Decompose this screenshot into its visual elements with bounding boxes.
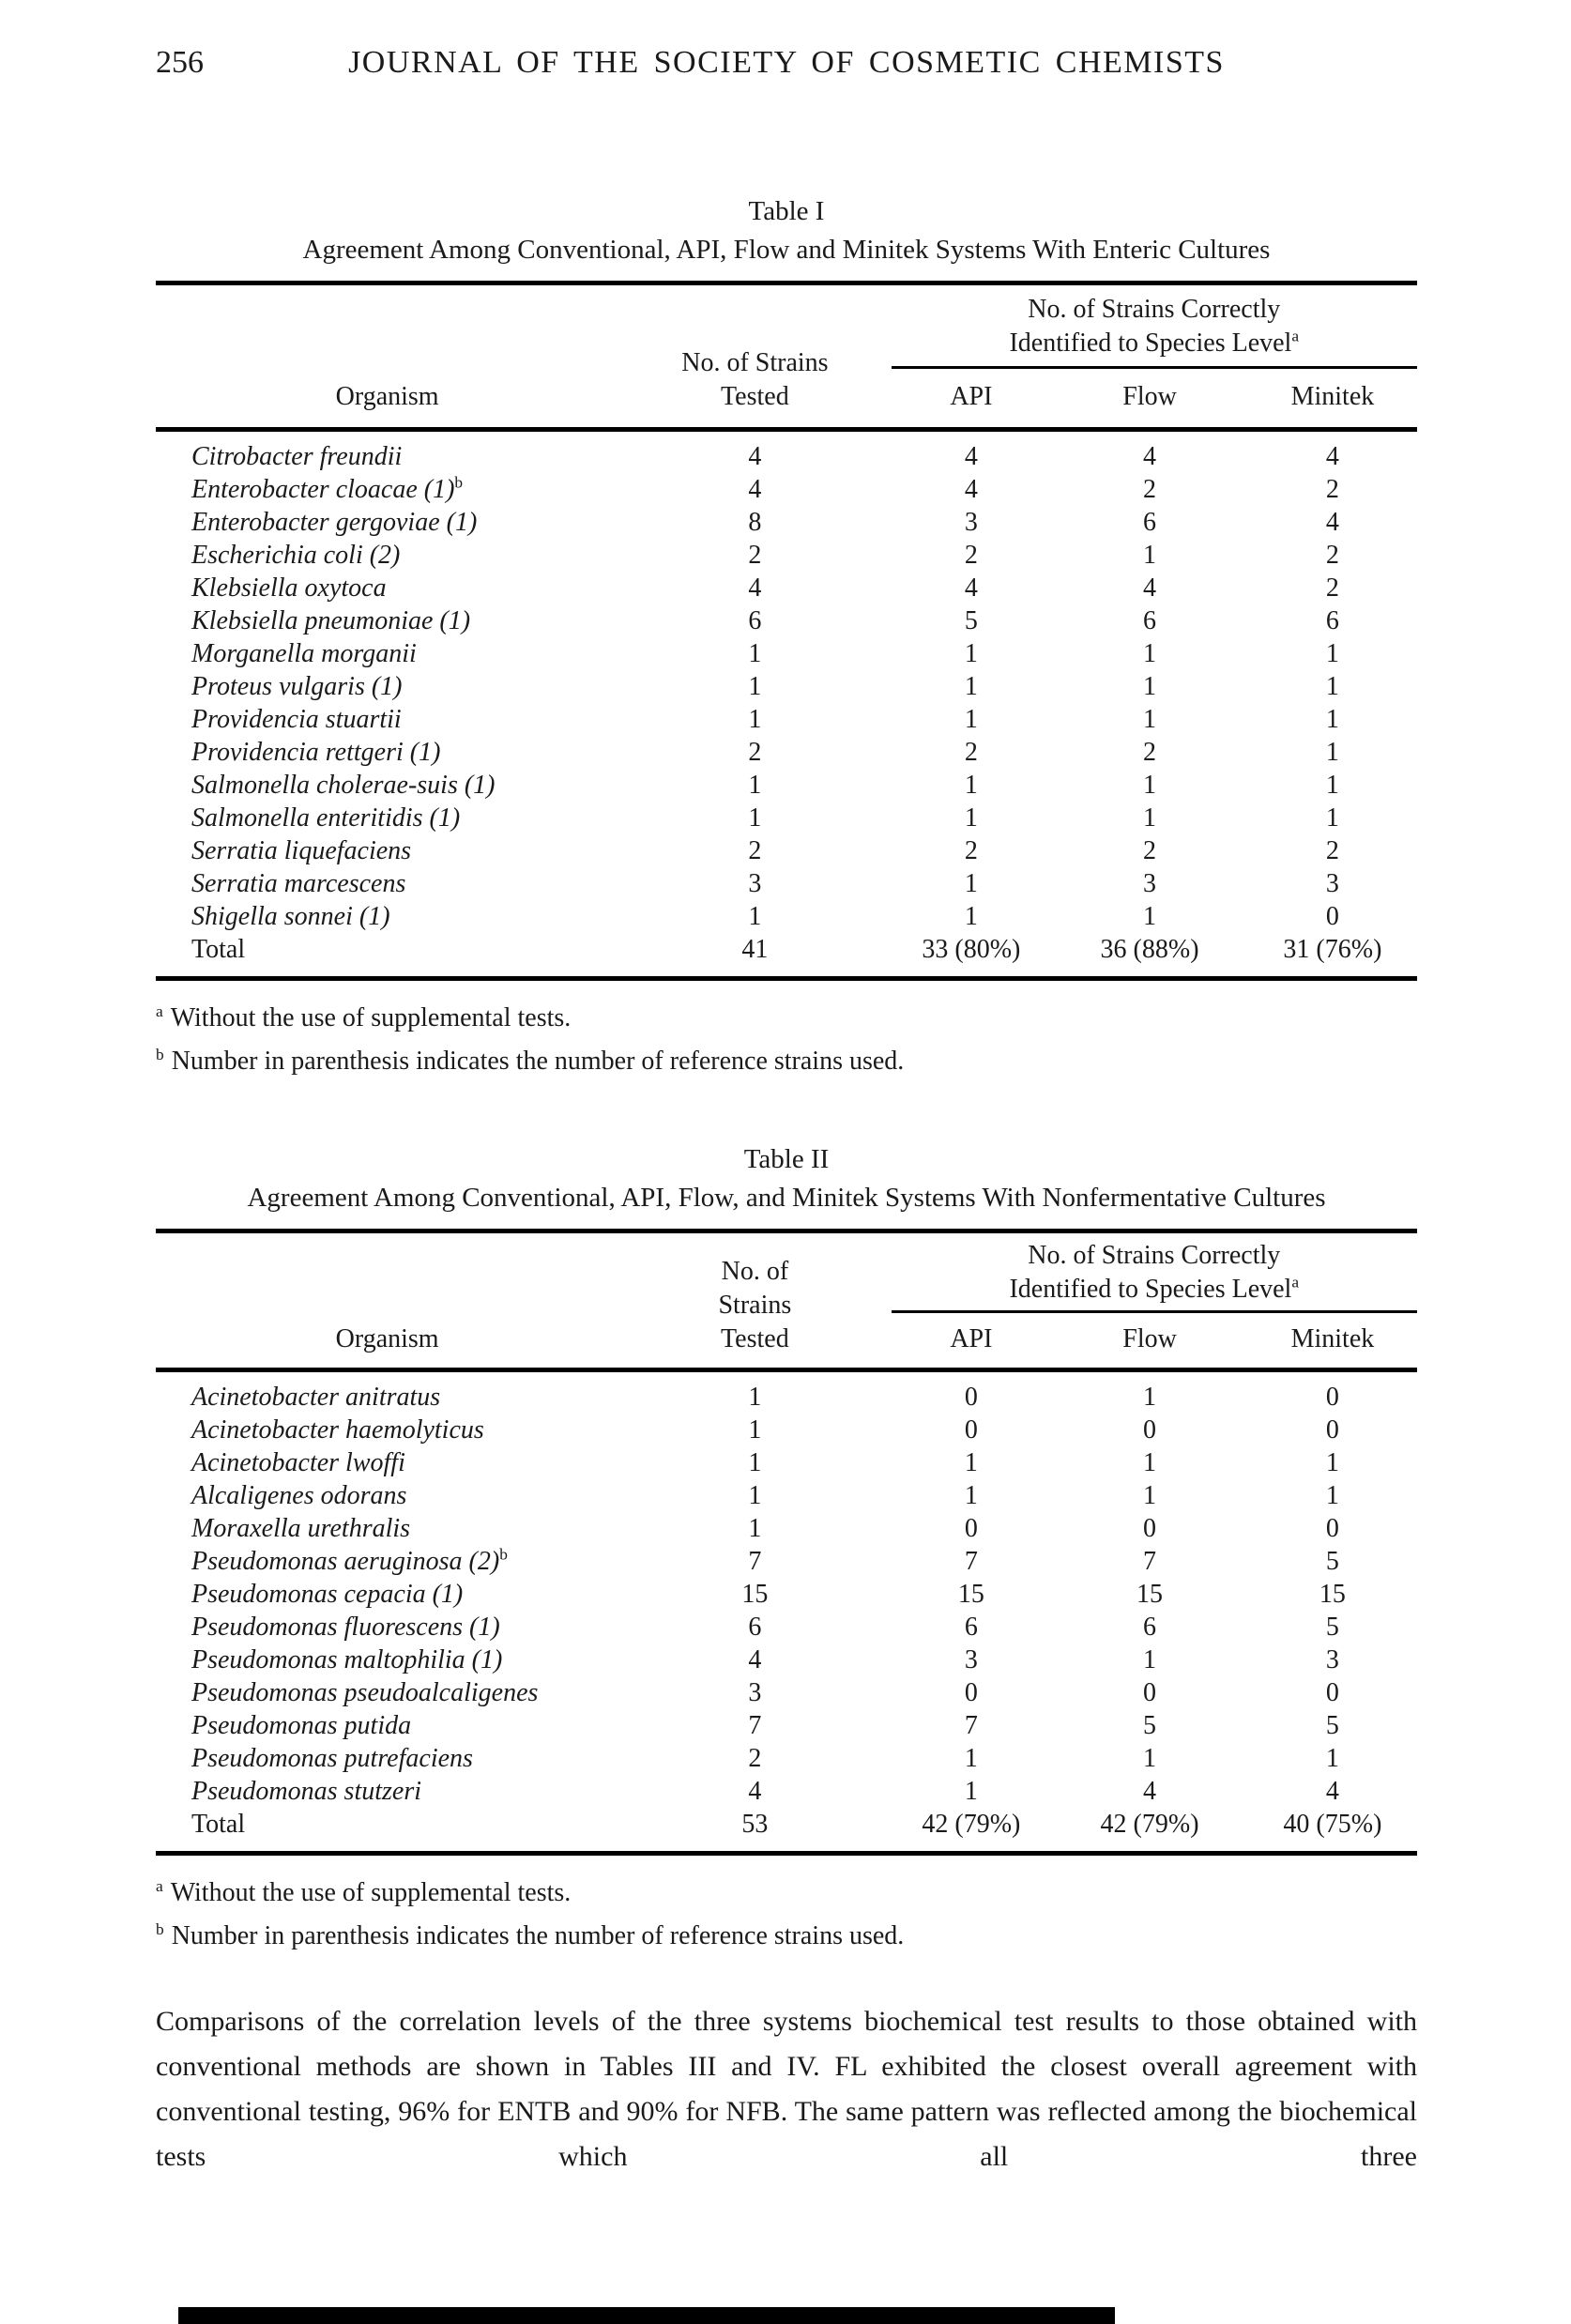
strains-tested-cell: 1 — [748, 672, 762, 701]
table-row — [156, 473, 1417, 506]
minitek-cell: 0 — [1325, 1415, 1339, 1445]
organism-cell: Escherichia coli (2) — [191, 541, 401, 570]
table-row — [156, 604, 1417, 637]
table-row — [156, 539, 1417, 572]
strains-tested-cell: 15 — [741, 1580, 769, 1609]
strains-tested-cell: 2 — [748, 1744, 762, 1773]
flow-cell: 6 — [1143, 1613, 1157, 1642]
column-header-api: API — [950, 1324, 993, 1353]
organism-cell: Acinetobacter haemolyticus — [191, 1415, 484, 1445]
strains-tested-cell: 8 — [748, 508, 762, 537]
table-row — [156, 1512, 1417, 1545]
strains-tested-cell: 2 — [748, 836, 762, 865]
strains-tested-cell: 1 — [748, 1383, 762, 1412]
organism-cell: Pseudomonas putrefaciens — [191, 1744, 473, 1773]
minitek-cell: 4 — [1325, 1777, 1339, 1806]
api-cell: 1 — [964, 771, 978, 800]
api-cell: 15 — [957, 1580, 984, 1609]
organism-cell: Pseudomonas fluorescens (1) — [191, 1613, 500, 1642]
journal-title: JOURNAL OF THE SOCIETY OF COSMETIC CHEMISTS — [348, 45, 1225, 80]
strains-tested-cell: 1 — [748, 902, 762, 931]
table-row — [156, 834, 1417, 867]
column-header-organism: Organism — [335, 1324, 439, 1353]
flow-cell: 0 — [1143, 1514, 1157, 1543]
organism-cell: Morganella morganii — [191, 639, 417, 668]
minitek-cell: 3 — [1325, 869, 1339, 898]
column-header-flow: Flow — [1122, 382, 1177, 411]
strains-tested-cell: 6 — [748, 1613, 762, 1642]
organism-cell: Moraxella urethralis — [191, 1514, 411, 1543]
table-1 — [156, 281, 1417, 981]
strains-tested-cell: 4 — [748, 475, 762, 504]
minitek-cell: 4 — [1325, 442, 1339, 471]
strains-tested-cell: 53 — [741, 1810, 769, 1839]
organism-cell: Alcaligenes odorans — [191, 1481, 407, 1510]
strains-tested-cell: 1 — [748, 705, 762, 734]
organism-cell: Proteus vulgaris (1) — [191, 672, 403, 701]
flow-cell: 1 — [1143, 771, 1157, 800]
api-cell: 4 — [964, 573, 978, 603]
table-row — [156, 1742, 1417, 1775]
minitek-cell: 4 — [1325, 508, 1339, 537]
minitek-cell: 15 — [1319, 1580, 1346, 1609]
table-row — [156, 802, 1417, 834]
api-cell: 1 — [964, 1481, 978, 1510]
strains-tested-cell: 4 — [748, 573, 762, 603]
table-row — [156, 1775, 1417, 1808]
api-cell: 42 (79%) — [922, 1810, 1021, 1839]
strains-tested-cell: 7 — [748, 1547, 762, 1576]
table-row — [156, 637, 1417, 670]
table-1-section — [156, 192, 1417, 1083]
organism-cell: Acinetobacter lwoffi — [191, 1448, 405, 1477]
minitek-cell: 1 — [1325, 705, 1339, 734]
api-cell: 1 — [964, 639, 978, 668]
minitek-cell: 2 — [1325, 836, 1339, 865]
minitek-cell: 5 — [1325, 1613, 1339, 1642]
minitek-cell: 1 — [1325, 771, 1339, 800]
table-row — [156, 1479, 1417, 1512]
flow-cell: 4 — [1143, 573, 1157, 603]
api-cell: 3 — [964, 1645, 978, 1674]
strains-tested-cell: 4 — [748, 1777, 762, 1806]
flow-cell: 3 — [1143, 869, 1157, 898]
minitek-cell: 5 — [1325, 1711, 1339, 1740]
strains-tested-cell: 3 — [748, 869, 762, 898]
api-cell: 0 — [964, 1383, 978, 1412]
table-row — [156, 900, 1417, 933]
minitek-cell: 0 — [1325, 1678, 1339, 1707]
minitek-cell: 2 — [1325, 541, 1339, 570]
table-1-header — [156, 281, 1417, 432]
organism-cell: Pseudomonas aeruginosa $(2)^b$ — [191, 1545, 508, 1576]
api-cell: 2 — [964, 836, 978, 865]
organism-cell: Salmonella enteritidis (1) — [191, 803, 461, 833]
organism-cell: Shigella sonnei (1) — [191, 902, 390, 931]
table-1-subtitle: Agreement Among Conventional, API, Flow and Minitek Systems With Enteric Cultures — [302, 235, 1271, 265]
minitek-cell: 2 — [1325, 573, 1339, 603]
minitek-cell: 6 — [1325, 606, 1339, 635]
strains-tested-cell: 7 — [748, 1711, 762, 1740]
strains-tested-cell: 4 — [748, 442, 762, 471]
footnote: $^b$ Number in parenthesis indicates the number of reference strains used. — [156, 1919, 905, 1950]
api-cell: 1 — [964, 803, 978, 833]
strains-tested-cell: 3 — [748, 1678, 762, 1707]
column-header-api: API — [950, 382, 993, 411]
column-header-minitek: Minitek — [1290, 1324, 1375, 1353]
flow-cell: 1 — [1143, 639, 1157, 668]
api-cell: 1 — [964, 1448, 978, 1477]
minitek-cell: 0 — [1325, 1514, 1339, 1543]
running-head — [156, 45, 1417, 92]
api-cell: 33 (80%) — [922, 935, 1021, 964]
table-row — [156, 1414, 1417, 1446]
organism-cell: Pseudomonas stutzeri — [191, 1777, 421, 1806]
flow-cell: 1 — [1143, 1481, 1157, 1510]
flow-cell: 0 — [1143, 1415, 1157, 1445]
table-row — [156, 1611, 1417, 1644]
strains-tested-cell: 1 — [748, 1514, 762, 1543]
footnote: $^a$ Without the use of supplemental tests. — [156, 1001, 572, 1032]
table-row — [156, 1578, 1417, 1611]
organism-cell: Pseudomonas pseudoalcaligenes — [191, 1678, 539, 1707]
table-row — [156, 1446, 1417, 1479]
api-cell: 0 — [964, 1514, 978, 1543]
flow-cell: 5 — [1143, 1711, 1157, 1740]
minitek-cell: 1 — [1325, 672, 1339, 701]
api-cell: 0 — [964, 1415, 978, 1445]
table-row — [156, 440, 1417, 473]
api-cell: 6 — [964, 1613, 978, 1642]
organism-cell: Acinetobacter anitratus — [191, 1383, 441, 1412]
table-row — [156, 1381, 1417, 1414]
api-cell: 1 — [964, 705, 978, 734]
table-2-body — [156, 1372, 1417, 1856]
flow-cell: 1 — [1143, 672, 1157, 701]
api-cell: 7 — [964, 1547, 978, 1576]
page-number: 256 — [156, 45, 204, 80]
strains-tested-cell: 1 — [748, 639, 762, 668]
organism-cell: Enterobacter gergoviae (1) — [191, 508, 478, 537]
api-cell: 2 — [964, 738, 978, 767]
organism-cell: Pseudomonas cepacia (1) — [191, 1580, 464, 1609]
flow-cell: 1 — [1143, 1383, 1157, 1412]
minitek-cell: 0 — [1325, 902, 1339, 931]
flow-cell: 2 — [1143, 836, 1157, 865]
strains-tested-cell: 1 — [748, 1415, 762, 1445]
column-header-identified-span: No. of Strains Correctly Identified to Species Level$^a$ — [892, 285, 1417, 369]
strains-tested-cell: 4 — [748, 1645, 762, 1674]
strains-tested-cell: 1 — [748, 771, 762, 800]
table-row — [156, 1709, 1417, 1742]
organism-cell: Enterobacter cloacae $(1)^b$ — [191, 473, 464, 504]
organism-cell: Klebsiella oxytoca — [191, 573, 387, 603]
flow-cell: 2 — [1143, 475, 1157, 504]
api-cell: 1 — [964, 672, 978, 701]
strains-tested-cell: 1 — [748, 1481, 762, 1510]
table-row — [156, 736, 1417, 769]
minitek-cell: 1 — [1325, 803, 1339, 833]
table-2-title: Table II — [743, 1144, 830, 1174]
strains-tested-cell: 1 — [748, 1448, 762, 1477]
api-cell: 1 — [964, 902, 978, 931]
column-header-strains-tested: No. of Strains Tested — [718, 1257, 792, 1353]
table-1-body — [156, 432, 1417, 981]
api-cell: 5 — [964, 606, 978, 635]
flow-cell: 1 — [1143, 705, 1157, 734]
organism-cell: Salmonella cholerae-suis (1) — [191, 771, 496, 800]
minitek-cell: 2 — [1325, 475, 1339, 504]
api-cell: 2 — [964, 541, 978, 570]
table-2-header — [156, 1229, 1417, 1372]
api-cell: 1 — [964, 1777, 978, 1806]
flow-cell: 1 — [1143, 1645, 1157, 1674]
minitek-cell: 31 (76%) — [1283, 935, 1382, 964]
api-cell: 4 — [964, 442, 978, 471]
organism-cell: Pseudomonas putida — [191, 1711, 412, 1740]
minitek-cell: 0 — [1325, 1383, 1339, 1412]
organism-cell: Total — [191, 1810, 246, 1839]
table-row — [156, 933, 1417, 966]
api-cell: 1 — [964, 869, 978, 898]
table-row — [156, 1644, 1417, 1676]
strains-tested-cell: 6 — [748, 606, 762, 635]
minitek-cell: 1 — [1325, 1481, 1339, 1510]
flow-cell: 15 — [1136, 1580, 1164, 1609]
flow-cell: 2 — [1143, 738, 1157, 767]
flow-cell: 1 — [1143, 803, 1157, 833]
flow-cell: 1 — [1143, 1448, 1157, 1477]
table-row — [156, 506, 1417, 539]
api-cell: 1 — [964, 1744, 978, 1773]
organism-cell: Total — [191, 935, 246, 964]
flow-cell: 1 — [1143, 902, 1157, 931]
table-row — [156, 1808, 1417, 1841]
table-2-subtitle: Agreement Among Conventional, API, Flow, and Minitek Systems With Nonfermentative Cultures — [247, 1183, 1326, 1213]
flow-cell: 4 — [1143, 1777, 1157, 1806]
table-row — [156, 1545, 1417, 1578]
flow-cell: 6 — [1143, 606, 1157, 635]
flow-cell: 0 — [1143, 1678, 1157, 1707]
flow-cell: 42 (79%) — [1100, 1810, 1199, 1839]
table-row — [156, 1676, 1417, 1709]
flow-cell: 1 — [1143, 1744, 1157, 1773]
column-header-identified-span: No. of Strains Correctly Identified to Species Level$^a$ — [892, 1233, 1417, 1313]
table-row — [156, 703, 1417, 736]
footnote: $^a$ Without the use of supplemental tests. — [156, 1876, 572, 1907]
minitek-cell: 5 — [1325, 1547, 1339, 1576]
minitek-cell: 40 (75%) — [1283, 1810, 1382, 1839]
flow-cell: 7 — [1143, 1547, 1157, 1576]
table-1-title: Table I — [748, 196, 825, 226]
flow-cell: 36 (88%) — [1100, 935, 1199, 964]
organism-cell: Serratia marcescens — [191, 869, 406, 898]
table-2-footnotes — [156, 1872, 1417, 1958]
footnote: $^b$ Number in parenthesis indicates the number of reference strains used. — [156, 1045, 905, 1076]
flow-cell: 6 — [1143, 508, 1157, 537]
minitek-cell: 1 — [1325, 1744, 1339, 1773]
table-2-section — [156, 1140, 1417, 1958]
organism-cell: Serratia liquefaciens — [191, 836, 412, 865]
column-header-minitek: Minitek — [1290, 382, 1375, 411]
organism-cell: Providencia rettgeri (1) — [191, 738, 441, 767]
api-cell: 3 — [964, 508, 978, 537]
column-header-strains-tested: No. of Strains Tested — [681, 348, 829, 411]
scan-artifact-bar — [178, 2307, 1115, 2324]
flow-cell: 4 — [1143, 442, 1157, 471]
minitek-cell: 1 — [1325, 1448, 1339, 1477]
table-row — [156, 769, 1417, 802]
minitek-cell: 1 — [1325, 738, 1339, 767]
organism-cell: Pseudomonas maltophilia (1) — [191, 1645, 503, 1674]
table-row — [156, 670, 1417, 703]
api-cell: 7 — [964, 1711, 978, 1740]
table-1-footnotes — [156, 997, 1417, 1083]
table-row — [156, 572, 1417, 604]
organism-cell: Citrobacter freundii — [191, 442, 403, 471]
minitek-cell: 3 — [1325, 1645, 1339, 1674]
body-paragraph: Comparisons of the correlation levels of the three systems biochemical test results to those obtained with conventional methods are shown in Tables III and IV. FL exhibited the closest overall agreement with conventional testing, 96% for ENTB and 90% for NFB. The same pattern was reflected among the biochemical tests which all three — [156, 2006, 1417, 2172]
api-cell: 0 — [964, 1678, 978, 1707]
api-cell: 4 — [964, 475, 978, 504]
organism-cell: Providencia stuartii — [191, 705, 402, 734]
strains-tested-cell: 41 — [741, 935, 769, 964]
column-header-organism: Organism — [335, 382, 439, 411]
organism-cell: Klebsiella pneumoniae (1) — [191, 606, 471, 635]
strains-tested-cell: 1 — [748, 803, 762, 833]
minitek-cell: 1 — [1325, 639, 1339, 668]
strains-tested-cell: 2 — [748, 541, 762, 570]
flow-cell: 1 — [1143, 541, 1157, 570]
table-row — [156, 867, 1417, 900]
strains-tested-cell: 2 — [748, 738, 762, 767]
table-2 — [156, 1229, 1417, 1856]
column-header-flow: Flow — [1122, 1324, 1177, 1353]
